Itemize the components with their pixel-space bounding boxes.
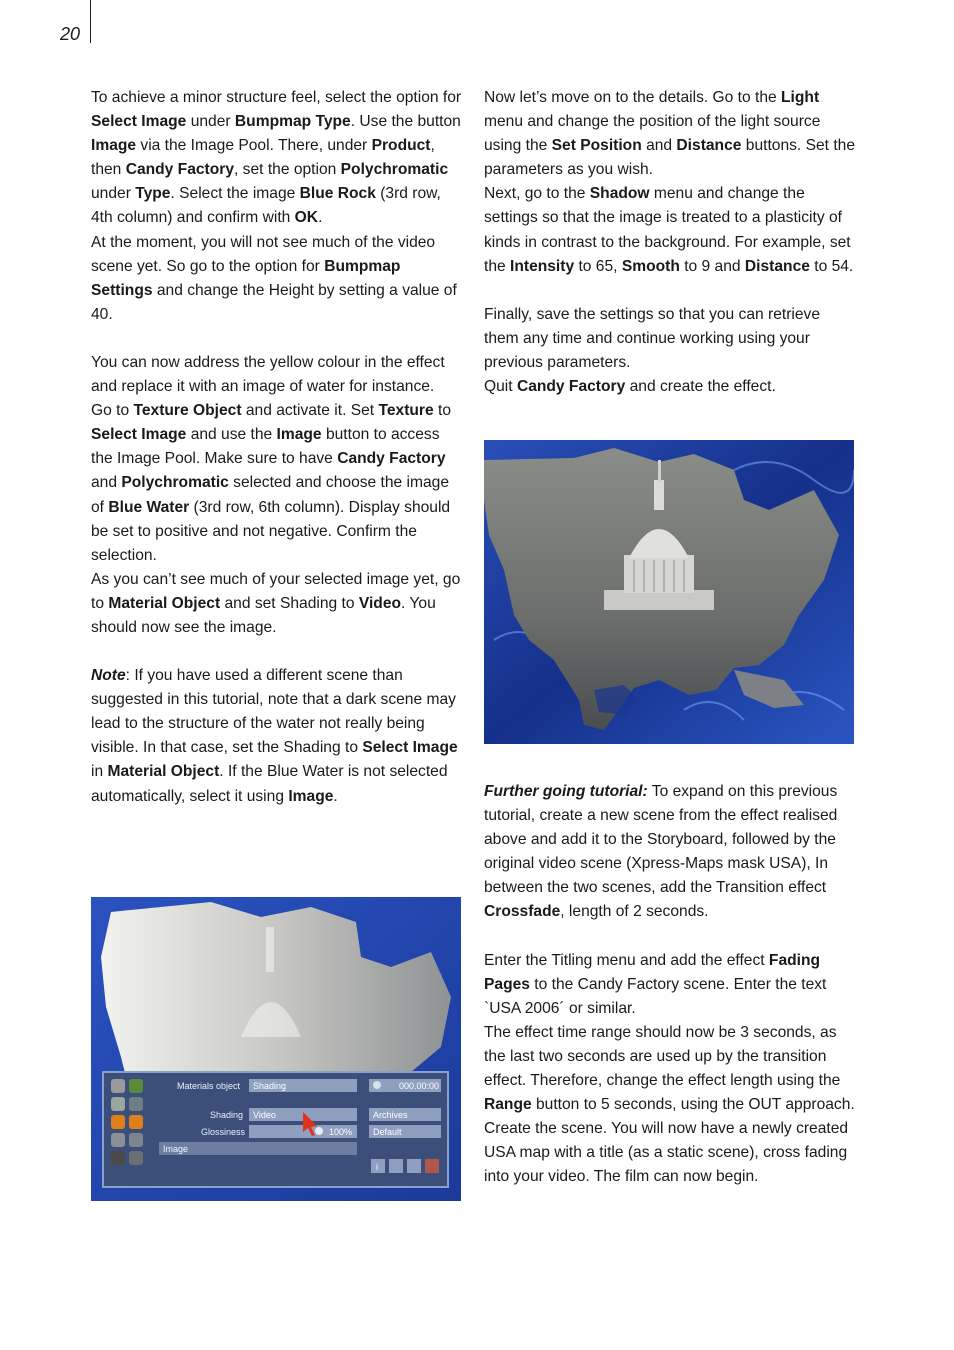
text-run: in <box>91 763 108 781</box>
bold-term: Product <box>371 137 431 155</box>
text-run: Enter the Titling menu and add the effect <box>484 951 769 969</box>
text-run: selected and choose the image of <box>91 474 450 516</box>
text-run: under <box>91 185 136 203</box>
bold-term: Select Image <box>362 739 458 757</box>
text-run: menu and change the position of the light source using the <box>484 113 821 155</box>
bold-term: Intensity <box>510 257 575 275</box>
bold-term: Shadow <box>589 185 650 203</box>
paragraph-gap <box>484 925 856 949</box>
bold-term: Texture <box>378 402 434 420</box>
image-field[interactable] <box>159 1142 357 1155</box>
bold-term: Fading Pages <box>484 951 821 993</box>
text-run: . <box>333 787 338 805</box>
text-run: menu and change the settings so that the image is treated to a plasticity of kinds in contrast to the background. For example, set the <box>484 185 851 275</box>
paragraph <box>484 780 856 925</box>
shading-value: Video <box>253 1110 276 1120</box>
text-run: . If the Blue Water is not selected automatically, select it using <box>91 763 448 805</box>
shading-label: Shading <box>210 1110 244 1120</box>
bold-term: Material Object <box>107 763 220 781</box>
sphere-icon[interactable] <box>111 1079 125 1093</box>
paragraph <box>484 1021 856 1190</box>
paragraph <box>91 664 463 809</box>
bold-term: Candy Factory <box>516 378 626 396</box>
text-run: Go to <box>91 402 134 420</box>
text-run: . You should now see the image. <box>91 594 436 636</box>
text-run: Quit <box>484 378 517 396</box>
bold-term: Candy Factory <box>337 450 446 468</box>
text-run: , then <box>91 137 435 179</box>
capitol-map-svg <box>484 440 854 744</box>
text-run: . <box>318 209 323 227</box>
paragraph <box>484 375 856 399</box>
materials-value: Shading <box>253 1081 287 1091</box>
text-run: button to 5 seconds, using the OUT approach. Create the scene. You will now have a newly created USA map with a title (as a static scene), cross fading into your video. The film can now begin. <box>484 1096 855 1186</box>
time-value: 000.00:00 <box>399 1081 440 1091</box>
bold-term: Note <box>91 667 126 685</box>
default-label: Default <box>373 1127 402 1137</box>
text-run: buttons. Set the parameters as you wish. <box>484 137 856 179</box>
glossiness-slider-handle[interactable] <box>315 1127 323 1135</box>
shadow-icon[interactable] <box>111 1151 125 1165</box>
paragraph <box>484 86 856 182</box>
bold-term: Crossfade <box>484 903 561 921</box>
bold-term: Video <box>358 594 402 612</box>
header-rule <box>90 0 91 43</box>
text-run: As you can’t see much of your selected image yet, go to <box>91 570 461 612</box>
text-run: and change the Height by setting a value of 40. <box>91 281 457 323</box>
page-number: 20 <box>60 24 81 44</box>
info-button[interactable] <box>371 1159 385 1173</box>
paragraph <box>484 949 856 1021</box>
tools-icon[interactable] <box>407 1159 421 1173</box>
bold-term: Candy Factory <box>125 161 235 179</box>
bold-term: Texture Object <box>133 402 242 420</box>
bump-icon[interactable] <box>129 1133 143 1147</box>
bold-term: Image <box>288 787 334 805</box>
glossiness-value: 100% <box>329 1127 353 1137</box>
text-run: to 65, <box>574 257 622 275</box>
text-run: and use the <box>186 426 277 444</box>
text-run: To expand on this previous tutorial, create a new scene from the effect realised above and add it to the Storyboard, followed by the original video scene (Xpress-Maps mask USA), In between the two scenes, add the Transition effect <box>484 783 838 897</box>
bold-term: Blue Rock <box>299 185 376 203</box>
text-run: to the Candy Factory scene. Enter the text `USA 2006´ or similar. <box>484 975 827 1017</box>
text-run: The effect time range should now be 3 seconds, as the last two seconds are used up by the transition effect. Therefore, change the effect length using the <box>484 1023 841 1090</box>
paragraph <box>484 303 856 375</box>
texture-icon[interactable] <box>111 1133 125 1147</box>
bold-term: Bumpmap Type <box>234 113 351 131</box>
check-icon[interactable] <box>129 1079 143 1093</box>
text-run: At the moment, you will not see much of the video scene yet. So go to the option for <box>91 233 436 275</box>
paragraph-gap <box>484 279 856 303</box>
text-run: to <box>433 402 451 420</box>
text-run: via the Image Pool. There, under <box>136 137 372 155</box>
text-run: To achieve a minor structure feel, select the option for <box>91 89 462 106</box>
bold-term: Image <box>276 426 322 444</box>
text-run: to 54. <box>809 257 854 275</box>
glossiness-label: Glossiness <box>201 1127 246 1137</box>
text-run: and activate it. Set <box>241 402 379 420</box>
bold-term: Select Image <box>91 113 187 131</box>
text-run: under <box>186 113 235 131</box>
bold-term: Polychromatic <box>121 474 229 492</box>
text-run: button to access the Image Pool. Make sure to have <box>91 426 440 468</box>
orange-sphere-icon[interactable] <box>111 1115 125 1129</box>
text-run: (3rd row, 6th column). Display should be set to positive and not negative. Confirm the selection. <box>91 498 451 564</box>
bold-term: Set Position <box>551 137 642 155</box>
text-run: , length of 2 seconds. <box>560 903 709 921</box>
paragraph <box>91 568 463 640</box>
bold-term: Smooth <box>621 257 680 275</box>
orange-material-icon[interactable] <box>129 1115 143 1129</box>
text-run: Finally, save the settings so that you can retrieve them any time and continue working using your previous parameters. <box>484 305 821 371</box>
paragraph <box>91 231 463 327</box>
text-run: to 9 and <box>679 257 745 275</box>
text-run: and create the effect. <box>625 378 776 396</box>
bold-term: Select Image <box>91 426 187 444</box>
text-run: and <box>91 474 122 492</box>
paragraph <box>91 399 463 568</box>
bold-term: OK <box>294 209 319 227</box>
info-icon: i <box>376 1162 378 1172</box>
materials-screenshot <box>91 897 461 1201</box>
bold-term: Distance <box>744 257 810 275</box>
bold-term: Bumpmap Settings <box>91 257 401 299</box>
bold-term: Distance <box>676 137 742 155</box>
light-sphere-icon[interactable] <box>111 1097 125 1111</box>
reflection-icon[interactable] <box>129 1151 143 1165</box>
text-run: : If you have used a different scene than suggested in this tutorial, note that a dark scene may lead to the structure of the water not really being visible. In that case, set the Shading to <box>91 667 456 757</box>
archives-label: Archives <box>373 1110 408 1120</box>
bold-term: Light <box>781 89 820 106</box>
bold-term: Polychromatic <box>340 161 449 179</box>
text-run: . Use the button <box>350 113 461 131</box>
grid-icon[interactable] <box>129 1097 143 1111</box>
text-run: and <box>641 137 677 155</box>
paragraph <box>91 86 463 231</box>
text-run: , set the option <box>234 161 341 179</box>
text-run: . Select the image <box>170 185 300 203</box>
left-text-column <box>91 86 463 809</box>
bold-term: Type <box>135 185 171 203</box>
bold-term: Range <box>484 1096 532 1114</box>
exit-icon[interactable] <box>425 1159 439 1173</box>
materials-screenshot-svg <box>91 897 461 1201</box>
bold-term: Further going tutorial: <box>484 783 648 800</box>
text-run: and set Shading to <box>220 594 359 612</box>
text-run: Next, go to the <box>484 185 590 203</box>
preview-icon[interactable] <box>389 1159 403 1173</box>
right-text-column-bottom <box>484 780 856 1190</box>
materials-ui-panel <box>103 1072 448 1187</box>
text-run: Now let’s move on to the details. Go to the <box>484 89 782 106</box>
text-run: (3rd row, 4th column) and confirm with <box>91 185 441 227</box>
paragraph-gap <box>91 640 463 664</box>
paragraph <box>484 182 856 278</box>
image-field-label: Image <box>163 1144 189 1154</box>
bold-term: Image <box>91 137 137 155</box>
paragraph <box>91 351 463 399</box>
bold-term: Material Object <box>108 594 221 612</box>
text-run: You can now address the yellow colour in the effect and replace it with an image of water for instance. <box>91 353 445 396</box>
paragraph-gap <box>91 327 463 351</box>
materials-object-label: Materials object <box>177 1081 241 1091</box>
capitol-map-image <box>484 440 854 744</box>
right-text-column-top <box>484 86 856 399</box>
bold-term: Blue Water <box>108 498 190 516</box>
